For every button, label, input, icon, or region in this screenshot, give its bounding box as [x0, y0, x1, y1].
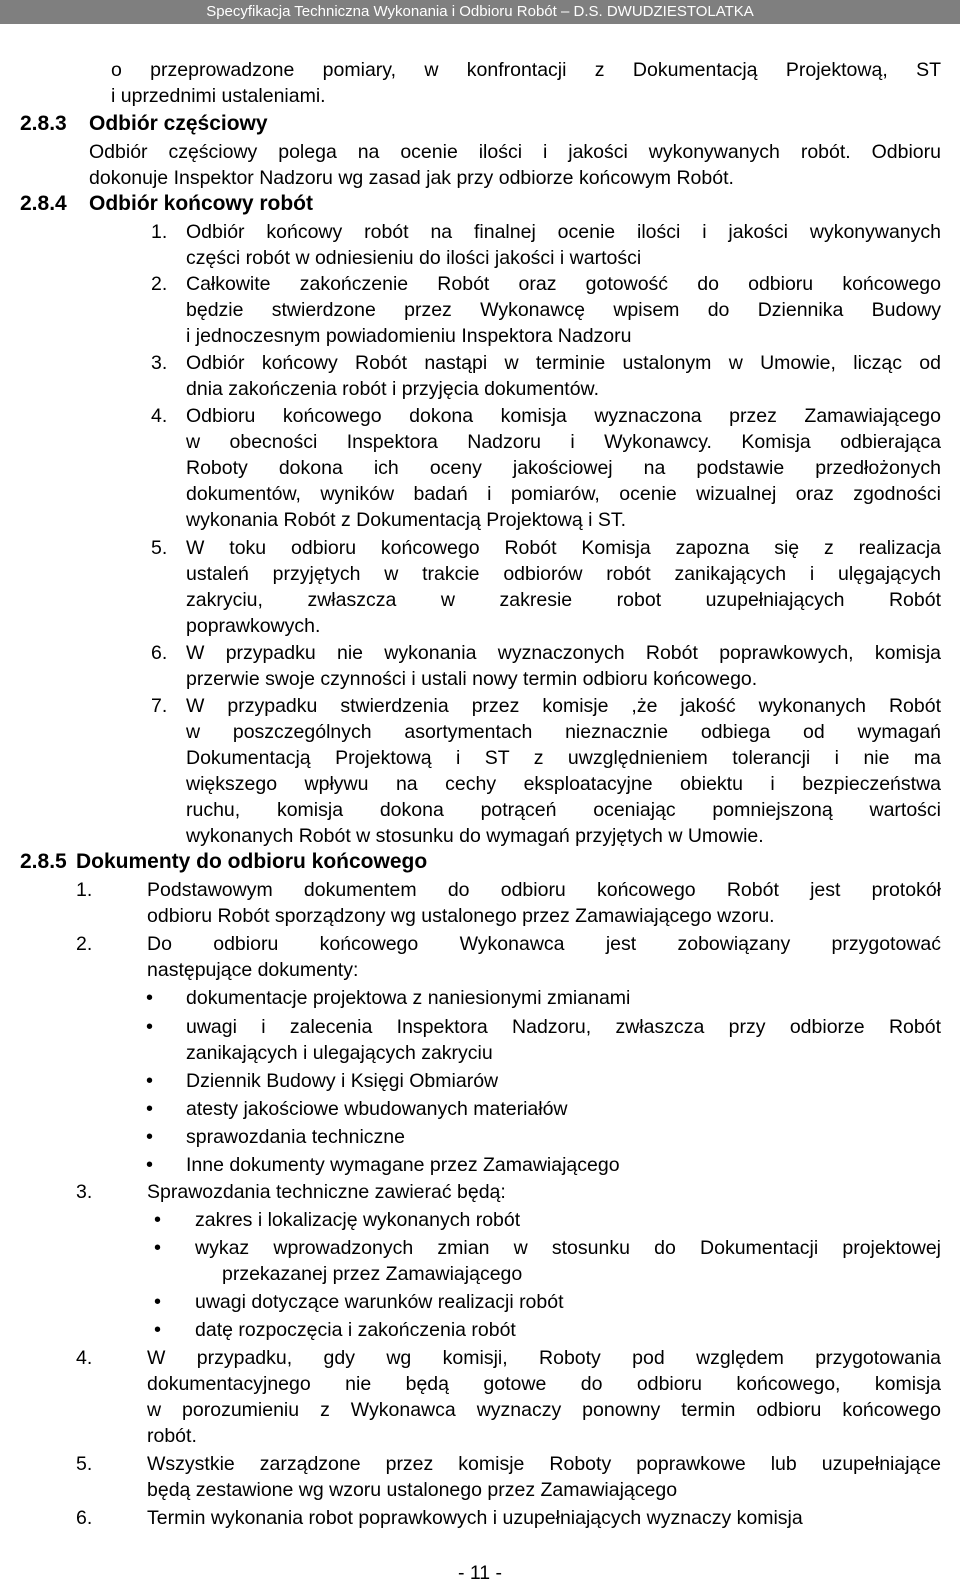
list-item: Dziennik Budowy i Księgi Obmiarów [186, 1070, 499, 1092]
bullet-icon: • [146, 1126, 154, 1148]
item-number: 1. [151, 221, 168, 243]
item-number: 4. [151, 405, 168, 427]
text-line: dokumentów, wyników badań i pomiarów, ocenie wizualnej oraz zgodności [186, 483, 941, 505]
text-line: odbioru Robót sporządzony wg ustalonego przez Zamawiającego wzoru. [147, 905, 775, 927]
text-line: ustaleń przyjętych w trakcie odbiorów robót zanikających i ulęgających [186, 563, 941, 585]
item-number: 6. [151, 642, 168, 664]
text-line: robót. [147, 1425, 197, 1447]
text-line: Odbioru końcowego dokona komisja wyznaczona przez Zamawiającego [186, 405, 941, 427]
list-item: atesty jakościowe wbudowanych materiałów [186, 1098, 568, 1120]
bullet-icon: • [146, 1098, 154, 1120]
text-line: w porozumieniu z Wykonawca wyznaczy ponowny termin odbioru końcowego [147, 1399, 941, 1421]
text-line: W przypadku nie wykonania wyznaczonych Robót poprawkowych, komisja [186, 642, 941, 664]
section-number-2-8-4: 2.8.4 [20, 192, 67, 215]
text-line: dokonuje Inspektor Nadzoru wg zasad jak przy odbiorze końcowym Robót. [89, 167, 734, 189]
section-number-2-8-5: 2.8.5 [20, 850, 67, 873]
text-line: dokumentacyjnego nie będą gotowe do odbioru końcowego, komisja [147, 1373, 941, 1395]
list-item: zanikających i ulegających zakryciu [186, 1042, 493, 1064]
item-number: 6. [76, 1507, 93, 1529]
list-item: uwagi i zalecenia Inspektora Nadzoru, zwłaszcza przy odbiorze Robót [186, 1016, 941, 1038]
list-item: przekazanej przez Zamawiającego [222, 1263, 523, 1285]
text-line: dnia zakończenia robót i przyjęcia dokumentów. [186, 378, 599, 400]
list-item: dokumentacje projektowa z naniesionymi zmianami [186, 987, 631, 1009]
list-item: wykaz wprowadzonych zmian w stosunku do Dokumentacji projektowej [195, 1237, 941, 1259]
item-number: 2. [76, 933, 93, 955]
list-item: uwagi dotyczące warunków realizacji robót [195, 1291, 564, 1313]
text-line: Roboty dokona ich oceny jakościowej na podstawie przedłożonych [186, 457, 941, 479]
list-item: Inne dokumenty wymagane przez Zamawiającego [186, 1154, 620, 1176]
text-line: i jednoczesnym powiadomieniu Inspektora Nadzoru [186, 325, 632, 347]
item-number: 1. [76, 879, 93, 901]
text-line: Podstawowym dokumentem do odbioru końcowego Robót jest protokół [147, 879, 941, 901]
text-line: W toku odbioru końcowego Robót Komisja zapozna się z realizacja [186, 537, 941, 559]
item-number: 2. [151, 273, 168, 295]
page-number: - 11 - [457, 1562, 503, 1584]
text-line: i uprzednimi ustaleniami. [111, 85, 326, 107]
text-line: W przypadku, gdy wg komisji, Roboty pod względem przygotowania [147, 1347, 941, 1369]
item-number: 3. [151, 352, 168, 374]
item-number: 3. [76, 1181, 93, 1203]
text-line: większego wpływu na cechy eksploatacyjne obiektu i bezpieczeństwa [186, 773, 941, 795]
section-title-2-8-5: Dokumenty do odbioru końcowego [76, 850, 428, 873]
text-line: w poszczególnych asortymentach nieznacznie odbiega od wymagań [186, 721, 941, 743]
bullet-icon: • [154, 1209, 162, 1231]
text-line: Termin wykonania robot poprawkowych i uzupełniających wyznaczy komisja [147, 1507, 803, 1529]
bullet-icon: • [146, 1154, 154, 1176]
text-line: wykonania Robót z Dokumentacją Projektową i ST. [186, 509, 627, 531]
text-line: W przypadku stwierdzenia przez komisje ,że jakość wykonanych Robót [186, 695, 941, 717]
item-number: 5. [76, 1453, 93, 1475]
text-line: Odbiór częściowy polega na ocenie ilości i jakości wykonywanych robót. Odbioru [89, 141, 941, 163]
text-line: następujące dokumenty: [147, 959, 359, 981]
bullet-icon: • [146, 1016, 154, 1038]
text-line: wykonanych Robót w stosunku do wymagań przyjętych w Umowie. [186, 825, 764, 847]
text-line: Odbiór końcowy robót na finalnej ocenie ilości i jakości wykonywanych [186, 221, 941, 243]
bullet-icon: • [154, 1237, 162, 1259]
document-header: Specyfikacja Techniczna Wykonania i Odbioru Robót – D.S. DWUDZIESTOLATKA [0, 0, 960, 24]
section-title-2-8-4: Odbiór końcowy robót [89, 192, 313, 215]
item-number: 5. [151, 537, 168, 559]
item-number: 7. [151, 695, 168, 717]
section-title-2-8-3: Odbiór częściowy [89, 112, 268, 135]
text-line: Do odbioru końcowego Wykonawca jest zobowiązany przygotować [147, 933, 941, 955]
text-line: Odbiór końcowy Robót nastąpi w terminie ustalonym w Umowie, licząc od [186, 352, 941, 374]
item-number: 4. [76, 1347, 93, 1369]
bullet-icon: • [146, 1070, 154, 1092]
text-line: poprawkowych. [186, 615, 321, 637]
bullet-icon: • [146, 987, 154, 1009]
text-line: w obecności Inspektora Nadzoru i Wykonawcy. Komisja odbierająca [186, 431, 941, 453]
text-line: zakryciu, zwłaszcza w zakresie robot uzupełniających Robót [186, 589, 941, 611]
text-line: przerwie swoje czynności i ustali nowy termin odbioru końcowego. [186, 668, 758, 690]
bullet-icon: • [154, 1319, 162, 1341]
text-line: części robót w odniesieniu do ilości jakości i wartości [186, 247, 642, 269]
section-number-2-8-3: 2.8.3 [20, 112, 67, 135]
text-line: Sprawozdania techniczne zawierać będą: [147, 1181, 506, 1203]
text-line: będzie stwierdzone przez Wykonawcę wpisem do Dziennika Budowy [186, 299, 941, 321]
text-line: Całkowite zakończenie Robót oraz gotowość do odbioru końcowego [186, 273, 941, 295]
text-line: Dokumentacją Projektową i ST z uwzględnieniem tolerancji i nie ma [186, 747, 941, 769]
list-item: sprawozdania techniczne [186, 1126, 405, 1148]
text-line: Wszystkie zarządzone przez komisje Roboty poprawkowe lub uzupełniające [147, 1453, 941, 1475]
list-item: datę rozpoczęcia i zakończenia robót [195, 1319, 516, 1341]
text-line: o przeprowadzone pomiary, w konfrontacji z Dokumentacją Projektową, ST [111, 59, 941, 81]
bullet-icon: • [154, 1291, 162, 1313]
list-item: zakres i lokalizację wykonanych robót [195, 1209, 521, 1231]
text-line: będą zestawione wg wzoru ustalonego przez Zamawiającego [147, 1479, 678, 1501]
text-line: ruchu, komisja dokona potrąceń oceniając pomniejszoną wartości [186, 799, 941, 821]
